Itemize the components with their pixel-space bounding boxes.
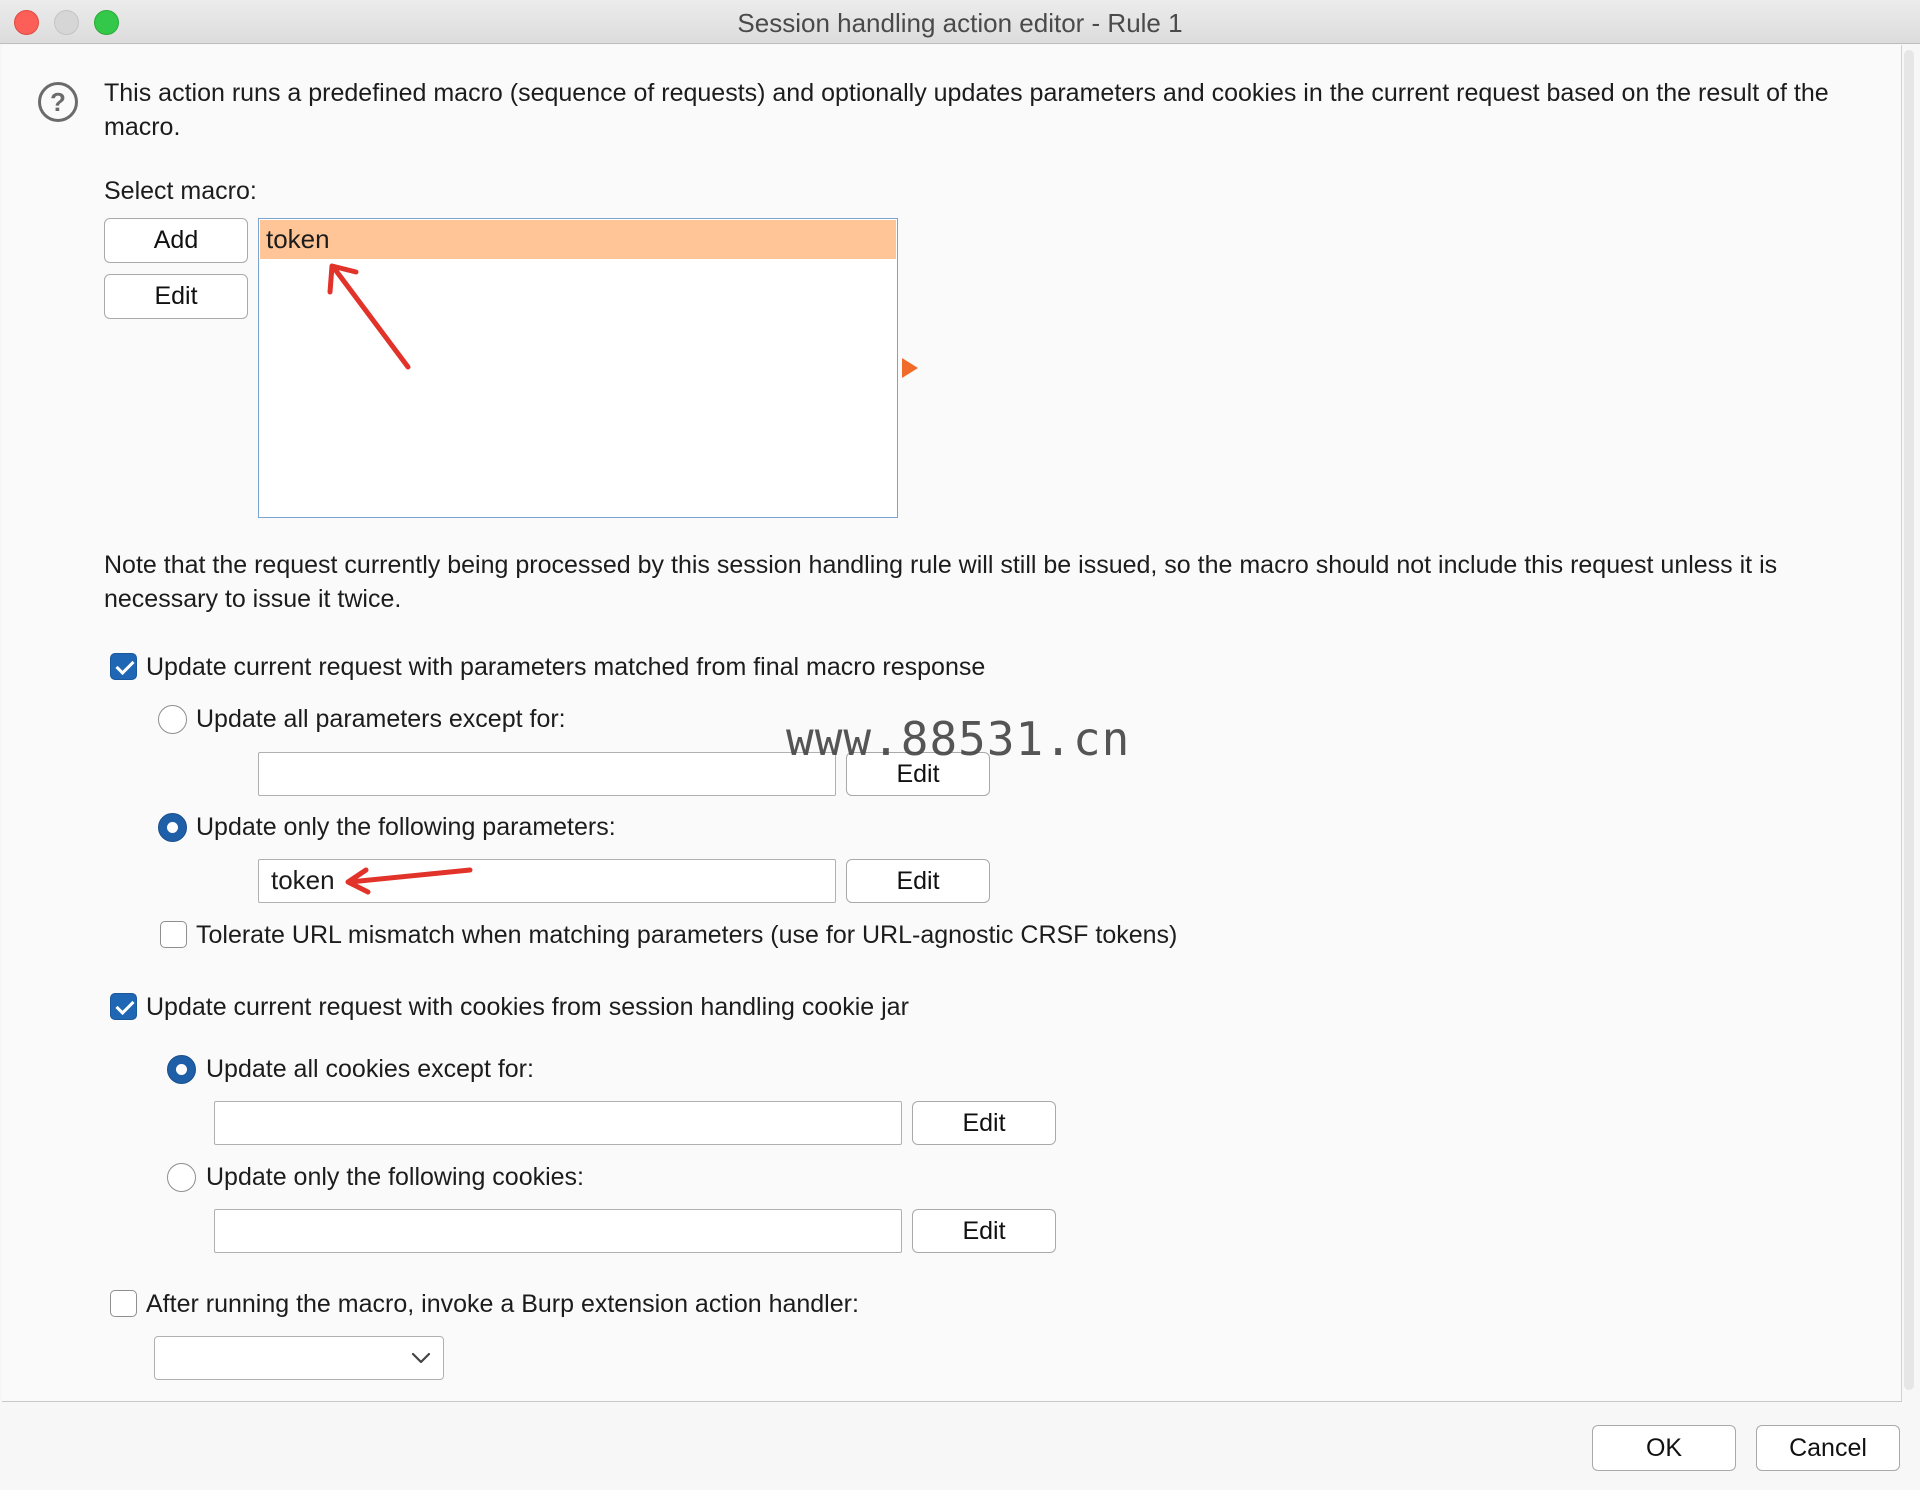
- cookies-all-except-radio[interactable]: [167, 1055, 196, 1084]
- params-all-except-label: Update all parameters except for:: [196, 705, 566, 733]
- params-all-except-radio[interactable]: [158, 705, 187, 734]
- cookies-only-label: Update only the following cookies:: [206, 1163, 585, 1191]
- macro-list-item[interactable]: token: [260, 220, 896, 259]
- cookies-all-except-input[interactable]: [214, 1101, 902, 1145]
- params-all-except-input[interactable]: [258, 752, 836, 796]
- update-params-label: Update current request with parameters matched from final macro response: [146, 653, 986, 681]
- tolerate-url-mismatch-label: Tolerate URL mismatch when matching parameters (use for URL-agnostic CRSF tokens): [196, 921, 1178, 949]
- update-cookies-label: Update current request with cookies from session handling cookie jar: [146, 993, 909, 1021]
- description-text: This action runs a predefined macro (sequence of requests) and optionally updates parameters and cookies in the current request based on the result of the macro.: [104, 79, 1829, 141]
- annotation-arrow-icon: [320, 256, 420, 376]
- update-cookies-checkbox[interactable]: [110, 993, 137, 1020]
- chevron-down-icon: [411, 1351, 431, 1365]
- cookies-only-input[interactable]: [214, 1209, 902, 1253]
- params-only-label: Update only the following parameters:: [196, 813, 616, 841]
- cookies-only-edit-button[interactable]: Edit: [912, 1209, 1056, 1253]
- add-macro-button[interactable]: Add: [104, 218, 248, 263]
- help-icon[interactable]: ?: [38, 82, 78, 122]
- list-expand-marker-icon: [900, 357, 920, 379]
- select-macro-label: Select macro:: [104, 177, 257, 205]
- tolerate-url-mismatch-checkbox[interactable]: [160, 921, 187, 948]
- invoke-extension-label: After running the macro, invoke a Burp extension action handler:: [146, 1290, 859, 1318]
- edit-macro-button[interactable]: Edit: [104, 274, 248, 319]
- update-params-checkbox[interactable]: [110, 653, 137, 680]
- extension-handler-dropdown[interactable]: [154, 1336, 444, 1380]
- params-all-except-edit-button[interactable]: Edit: [846, 752, 990, 796]
- window-title: Session handling action editor - Rule 1: [737, 8, 1183, 38]
- annotation-arrow-icon: [340, 858, 480, 898]
- title-bar: [0, 0, 1920, 44]
- cookies-all-except-label: Update all cookies except for:: [206, 1055, 534, 1083]
- cookies-only-radio[interactable]: [167, 1163, 196, 1192]
- params-only-radio[interactable]: [158, 813, 187, 842]
- invoke-extension-checkbox[interactable]: [110, 1290, 137, 1317]
- vertical-scrollbar[interactable]: [1904, 50, 1914, 1390]
- watermark-text: www.88531.cn: [786, 712, 1131, 766]
- cookies-all-except-edit-button[interactable]: Edit: [912, 1101, 1056, 1145]
- params-only-edit-button[interactable]: Edit: [846, 859, 990, 903]
- note-text: Note that the request currently being processed by this session handling rule will still be issued, so the macro should not include this request unless it is necessary to issue it twice.: [104, 551, 1778, 613]
- cancel-button[interactable]: Cancel: [1756, 1425, 1900, 1471]
- ok-button[interactable]: OK: [1592, 1425, 1736, 1471]
- params-only-input[interactable]: token: [258, 859, 836, 903]
